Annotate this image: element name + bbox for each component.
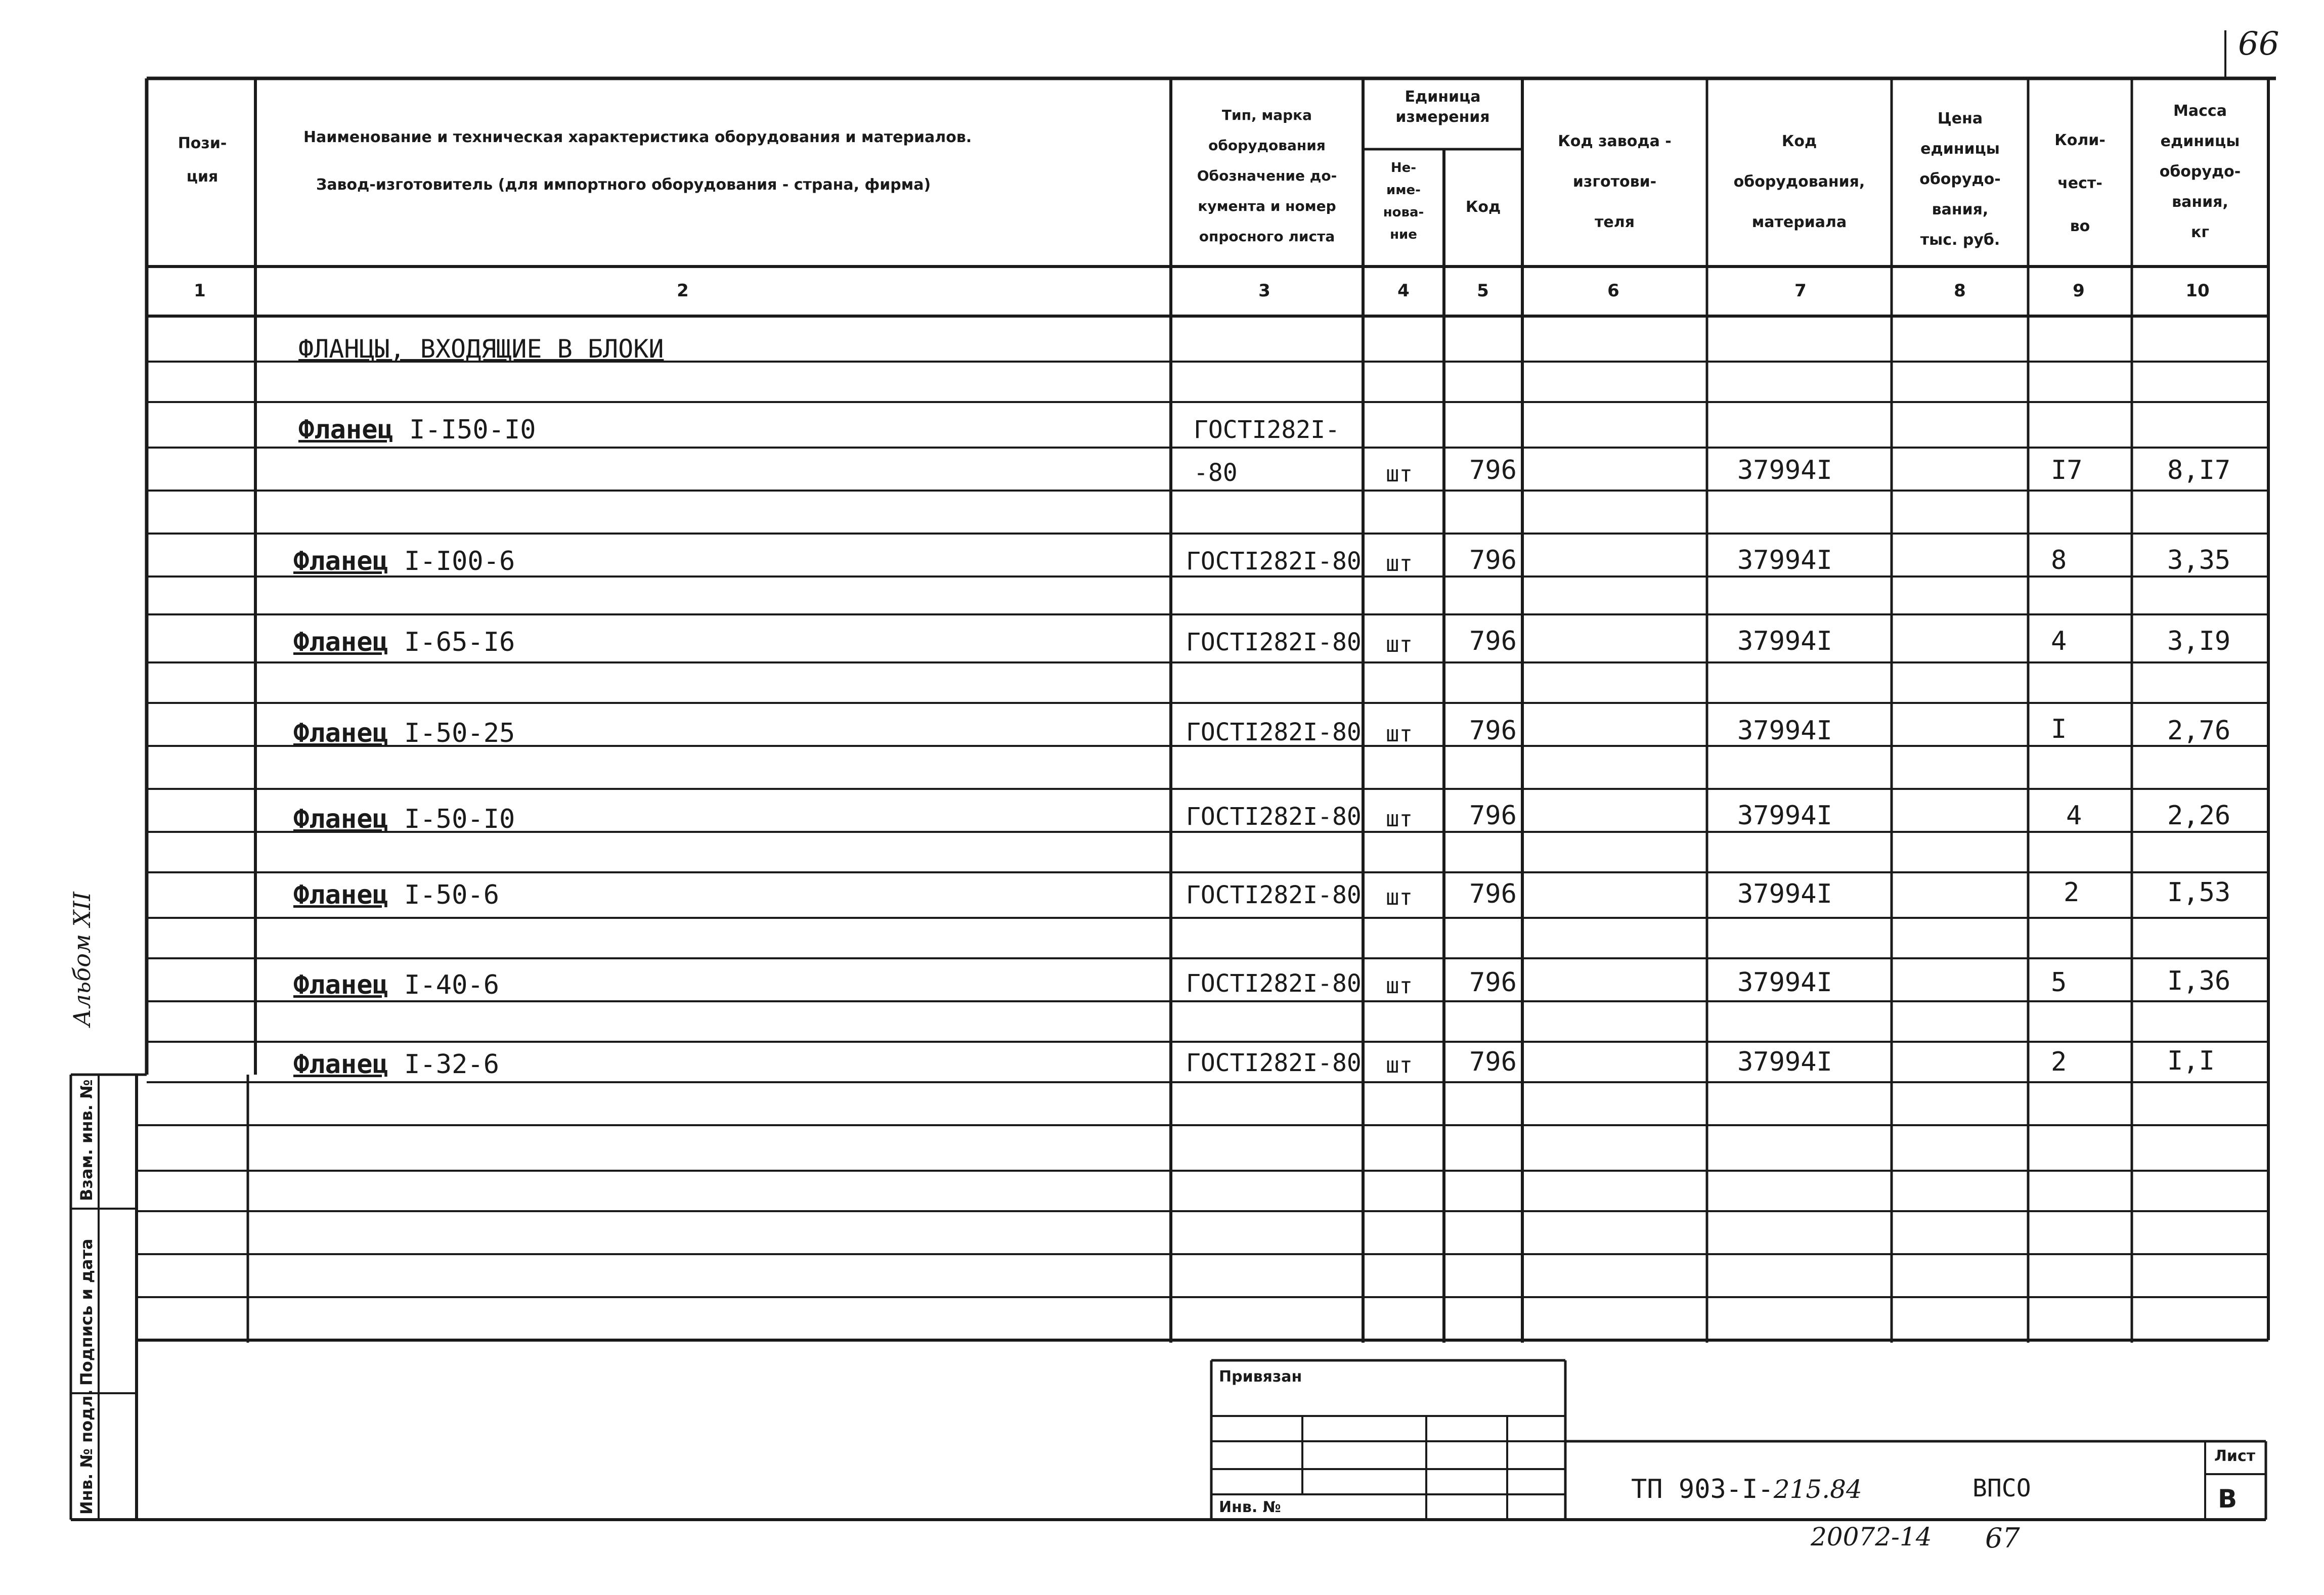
section-title: ФЛАНЦЫ, ВХОДЯЩИЕ В БЛОКИ [298,334,664,364]
item-mass: 3,I9 [2167,626,2231,656]
item-code: 796 [1469,1047,1517,1077]
item-doc: ГОСТI282I-80 [1186,969,1362,998]
item-unit: шт [1386,461,1413,487]
colnum-9: 9 [2073,281,2085,301]
stamp-signature-date: Подпись и дата [77,1238,96,1386]
item-qty: 5 [2051,967,2067,998]
item-name: Фланец I-I00-6 [293,546,515,577]
item-unit: шт [1386,973,1413,999]
unit-group-header: Единица измерения [1395,88,1490,126]
page-number: 66 [2238,25,2279,63]
item-name: Фланец I-I50-I0 [298,415,536,445]
item-unit: шт [1386,551,1413,577]
item-mat-code: 37994I [1737,1047,1832,1077]
item-name: Фланец I-40-6 [293,970,499,1000]
item-code: 796 [1469,545,1517,575]
item-mass: 2,26 [2167,801,2231,831]
item-unit: шт [1386,884,1413,910]
item-name: Фланец I-50-I0 [293,804,515,834]
item-code: 796 [1469,967,1517,998]
item-qty: 2 [2064,877,2080,908]
col9-header: Коли- чест- во [2054,131,2106,235]
item-code: 796 [1469,716,1517,746]
order-number: 20072-14 [1811,1522,1932,1552]
item-qty: 2 [2051,1047,2067,1077]
item-unit: шт [1386,721,1413,747]
sheet-number: В [2218,1484,2238,1514]
stamp-replaced-inv: Взам. инв. № [77,1079,96,1201]
item-mass: 3,35 [2167,545,2231,575]
item-qty: I7 [2051,455,2083,485]
col2-header: Наименование и техническая характеристика оборудования и материалов. Завод-изготовитель (для импортного оборудования - страна, фирма) [303,128,972,194]
item-mass: 8,I7 [2167,455,2231,485]
item-qty: I [2051,714,2067,744]
document-code: ВПСО [1972,1474,2031,1502]
colnum-2: 2 [677,281,689,301]
inv-number-label: Инв. № [1219,1498,1281,1516]
item-doc: ГОСТI282I-80 [1186,718,1362,746]
col5-header: Код [1465,198,1501,216]
footer-page: 67 [1985,1522,2020,1554]
item-mat-code: 37994I [1737,455,1832,485]
stamp-original-inv: Инв. № подл. [77,1389,96,1515]
album-label: Альбом XII [68,892,96,1027]
item-code: 796 [1469,455,1517,485]
item-name: Фланец I-50-25 [293,718,515,748]
item-doc: ГОСТI282I-80 [1186,628,1362,656]
colnum-3: 3 [1258,281,1270,301]
item-code: 796 [1469,801,1517,831]
item-name: Фланец I-32-6 [293,1049,499,1080]
col4-header: Не- име- нова- ние [1383,160,1424,242]
colnum-1: 1 [194,281,206,301]
col3-header: Тип, марка оборудования Обозначение до- кумента и номер опросного листа [1197,107,1337,245]
item-name: Фланец I-65-I6 [293,627,515,657]
item-doc: ГОСТI282I-80 [1186,1049,1362,1077]
col8-header: Цена единицы оборудо- вания, тыс. руб. [1919,110,2001,249]
item-name: Фланец I-50-6 [293,880,499,910]
bound-label: Привязан [1219,1368,1302,1386]
item-mass: I,53 [2167,877,2231,908]
item-qty: 4 [2066,801,2082,831]
colnum-5: 5 [1477,281,1489,301]
item-unit: шт [1386,1052,1413,1078]
item-unit: шт [1386,632,1413,657]
colnum-7: 7 [1794,281,1807,301]
item-doc-cont: -80 [1194,459,1238,487]
colnum-4: 4 [1397,281,1410,301]
item-qty: 4 [2051,626,2067,656]
item-doc: ГОСТI282I-80 [1186,547,1362,575]
col6-header: Код завода - изготови- теля [1558,132,1672,231]
item-mat-code: 37994I [1737,801,1832,831]
item-mass: I,36 [2167,966,2231,996]
item-doc: ГОСТI282I-80 [1186,881,1362,909]
item-qty: 8 [2051,545,2067,575]
item-mass: I,I [2167,1046,2215,1076]
col7-header: Код оборудования, материала [1733,132,1865,231]
item-code: 796 [1469,626,1517,656]
item-mass: 2,76 [2167,716,2231,746]
col1-header: Пози- ция [178,135,227,186]
colnum-6: 6 [1607,281,1619,301]
item-mat-code: 37994I [1737,626,1832,656]
item-doc: ГОСТI282I- [1194,416,1340,444]
item-mat-code: 37994I [1737,716,1832,746]
col10-header: Масса единицы оборудо- вания, кг [2159,102,2241,241]
document-designation: ТП 903-I-215.84 [1631,1474,1862,1504]
item-mat-code: 37994I [1737,967,1832,998]
colnum-8: 8 [1954,281,1966,301]
item-mat-code: 37994I [1737,545,1832,575]
sheet-label: Лист [2214,1447,2256,1465]
item-unit: шт [1386,806,1413,832]
item-mat-code: 37994I [1737,879,1832,909]
colnum-10: 10 [2185,281,2210,301]
item-doc: ГОСТI282I-80 [1186,803,1362,831]
item-code: 796 [1469,879,1517,909]
